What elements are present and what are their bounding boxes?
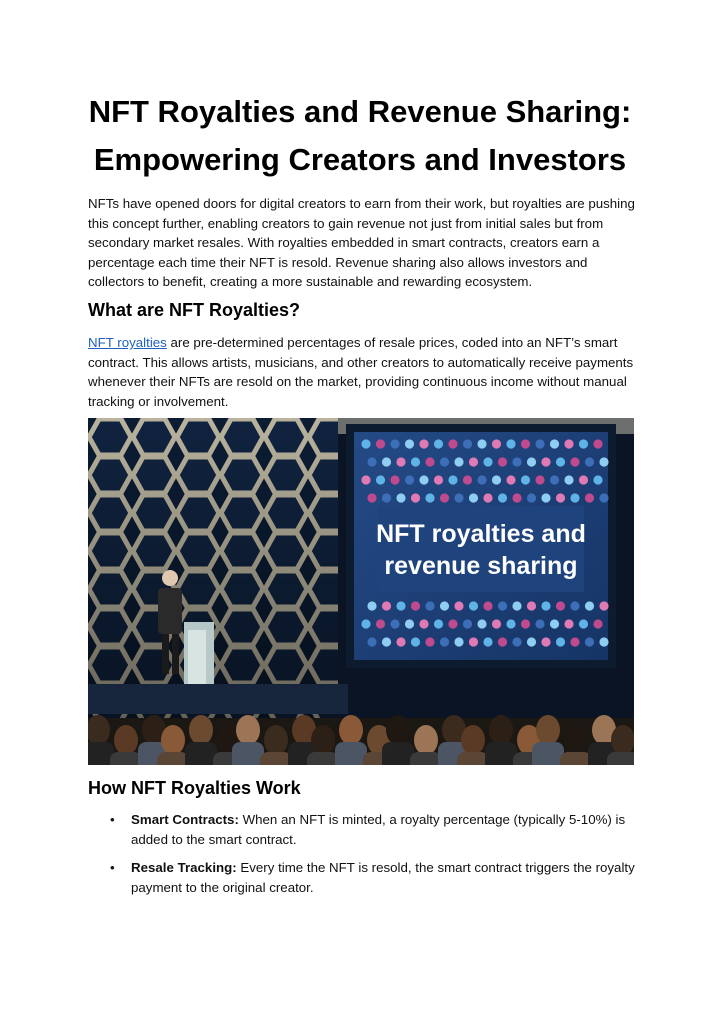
audience-shoulders: [532, 742, 564, 765]
screen-dot: [541, 493, 550, 502]
list-item-label: Resale Tracking:: [131, 860, 237, 876]
screen-dot: [376, 619, 385, 628]
screen-dot: [541, 637, 550, 646]
screen-dot: [535, 619, 544, 628]
screen-dot: [599, 457, 608, 466]
screen-dot: [405, 439, 414, 448]
screen-dot: [434, 475, 443, 484]
screen-dot: [550, 439, 559, 448]
audience-shoulders: [607, 752, 634, 765]
screen-dot: [570, 601, 579, 610]
screen-dot: [425, 601, 434, 610]
screen-dot: [376, 439, 385, 448]
screen-dot: [463, 619, 472, 628]
screen-dot: [361, 619, 370, 628]
screen-dot: [506, 475, 515, 484]
screen-dot: [396, 637, 405, 646]
screen-text-line1: NFT royalties and: [376, 520, 586, 548]
audience-head: [414, 725, 438, 755]
screen-dot: [579, 619, 588, 628]
screen-dot: [425, 457, 434, 466]
screen-dot: [585, 637, 594, 646]
audience-shoulders: [457, 752, 489, 765]
screen-dot: [390, 619, 399, 628]
audience-shoulders: [185, 742, 217, 765]
screen-dot: [448, 439, 457, 448]
screen-dot: [367, 637, 376, 646]
screen-dot: [521, 439, 530, 448]
audience-head: [536, 715, 560, 745]
screen-dot: [512, 457, 521, 466]
screen-dot: [483, 493, 492, 502]
screen-dot: [405, 619, 414, 628]
screen-dot: [550, 619, 559, 628]
audience-shoulders: [260, 752, 292, 765]
screen-dot: [527, 601, 536, 610]
screen-dot: [556, 493, 565, 502]
audience-head: [189, 715, 213, 745]
screen-dot: [469, 457, 478, 466]
screen-dot: [570, 457, 579, 466]
screen-dot: [367, 457, 376, 466]
screen-dot: [382, 493, 391, 502]
section-paragraph-what-are: [88, 333, 636, 411]
screen-dot: [411, 457, 420, 466]
conference-photo-illustration: [88, 418, 634, 765]
screen-dot: [585, 601, 594, 610]
screen-dot: [425, 493, 434, 502]
audience-head: [489, 715, 513, 745]
podium: [184, 622, 214, 688]
screen-dot: [506, 619, 515, 628]
audience-head: [236, 715, 260, 745]
screen-dot: [527, 457, 536, 466]
screen-dot: [477, 475, 486, 484]
screen-dot: [570, 637, 579, 646]
audience-shoulders: [560, 752, 592, 765]
section-heading-what-are: What are NFT Royalties?: [88, 300, 301, 320]
screen-dot: [498, 601, 507, 610]
audience-head: [611, 725, 634, 755]
screen-dot: [506, 439, 515, 448]
screen-dot: [367, 493, 376, 502]
screen-dot: [361, 439, 370, 448]
screen-dot: [419, 619, 428, 628]
list-item-label: Smart Contracts:: [131, 812, 239, 827]
screen-dot: [599, 601, 608, 610]
list-item-text: When an NFT is minted, a royalty percentage (typically 5-10%) is added to the smart contract.: [131, 812, 626, 847]
audience-shoulders: [110, 752, 142, 765]
screen-dot: [512, 493, 521, 502]
section-paragraph-text: are pre-determined percentages of resale prices, coded into an NFT’s smart contract. This allows artists, musicians, and other creators to automatically receive payments whenever their NFTs are resold on the market, providing continuous income without manual tracking or involvement.: [88, 335, 634, 409]
screen-dot: [556, 637, 565, 646]
list-item: [88, 810, 636, 849]
screen-dot: [498, 457, 507, 466]
screen-dot: [376, 475, 385, 484]
screen-dot: [492, 439, 501, 448]
screen-dot: [483, 601, 492, 610]
screen-dot: [434, 439, 443, 448]
screen-dot: [361, 475, 370, 484]
screen-dot: [527, 637, 536, 646]
screen-dot: [382, 637, 391, 646]
audience-shoulders: [335, 742, 367, 765]
screen-dot: [541, 601, 550, 610]
screen-dot: [440, 493, 449, 502]
audience-head: [564, 725, 588, 755]
screen-dot: [396, 493, 405, 502]
audience-head: [264, 725, 288, 755]
screen-dot: [463, 475, 472, 484]
screen-dot: [512, 601, 521, 610]
screen-dot: [492, 619, 501, 628]
screen-dot: [593, 619, 602, 628]
bullet-icon: •: [110, 860, 115, 876]
page-title: NFT Royalties and Revenue Sharing: Empowering Creators and Investors: [88, 94, 632, 177]
audience-shoulders: [485, 742, 517, 765]
screen-dot: [454, 493, 463, 502]
audience-head: [114, 725, 138, 755]
bullet-icon: •: [110, 812, 115, 827]
screen-dot: [556, 601, 565, 610]
screen-dot: [382, 457, 391, 466]
screen-text-line2: revenue sharing: [384, 552, 578, 580]
audience-shoulders: [410, 752, 442, 765]
screen-dot: [469, 637, 478, 646]
screen-dot: [492, 475, 501, 484]
audience-head: [161, 725, 185, 755]
screen-dot: [419, 439, 428, 448]
screen-dot: [527, 493, 536, 502]
screen-dot: [541, 457, 550, 466]
audience-shoulders: [232, 742, 264, 765]
screen-dot: [593, 475, 602, 484]
audience-head: [461, 725, 485, 755]
conference-photo: [88, 418, 634, 765]
screen-dot: [390, 475, 399, 484]
screen-dot: [550, 475, 559, 484]
screen-dot: [396, 457, 405, 466]
nft-royalties-link[interactable]: NFT royalties: [88, 335, 167, 350]
screen-dot: [411, 637, 420, 646]
audience-head: [311, 725, 335, 755]
screen-dot: [411, 601, 420, 610]
screen-dot: [599, 637, 608, 646]
how-it-works-list: [88, 810, 636, 906]
screen-dot: [498, 493, 507, 502]
screen-dot: [390, 439, 399, 448]
screen-dot: [434, 619, 443, 628]
screen-dot: [564, 475, 573, 484]
screen-dot: [367, 601, 376, 610]
screen-dot: [454, 457, 463, 466]
screen-dot: [477, 439, 486, 448]
audience-head: [386, 715, 410, 745]
screen-dot: [483, 637, 492, 646]
screen-dot: [521, 619, 530, 628]
audience-shoulders: [307, 752, 339, 765]
screen-dot: [425, 637, 434, 646]
list-item-text: Every time the NFT is resold, the smart contract triggers the royalty payment to the original creator.: [131, 860, 635, 895]
screen-dot: [440, 601, 449, 610]
screen-dot: [440, 637, 449, 646]
screen-dot: [448, 619, 457, 628]
screen-dot: [579, 439, 588, 448]
screen-dot: [521, 475, 530, 484]
screen-dot: [411, 493, 420, 502]
screen-dot: [469, 493, 478, 502]
screen-dot: [535, 439, 544, 448]
screen-dot: [535, 475, 544, 484]
screen-dot: [585, 457, 594, 466]
screen-dot: [463, 439, 472, 448]
screen-dot: [498, 637, 507, 646]
intro-paragraph: NFTs have opened doors for digital creators to earn from their work, but royalties are pushing this concept further, enabling creators to gain revenue not just from initial sales but from secondary market resales. With royalties embedded in smart contracts, creators earn a percentage each time their NFT is resold. Revenue sharing also allows investors and collectors to benefit, creating a more sustainable and rewarding ecosystem.: [88, 196, 635, 290]
screen-dot: [564, 439, 573, 448]
section-heading-how-it-works: How NFT Royalties Work: [88, 778, 301, 798]
screen-dot: [440, 457, 449, 466]
audience-head: [339, 715, 363, 745]
screen-dot: [405, 475, 414, 484]
screen-dot: [477, 619, 486, 628]
screen-dot: [483, 457, 492, 466]
audience-shoulders: [157, 752, 189, 765]
screen-dot: [579, 475, 588, 484]
screen-dot: [454, 601, 463, 610]
screen-dot: [564, 619, 573, 628]
screen-dot: [454, 637, 463, 646]
screen-dot: [570, 493, 579, 502]
screen-dot: [593, 439, 602, 448]
screen-dot: [599, 493, 608, 502]
screen-dot: [396, 601, 405, 610]
screen-dot: [556, 457, 565, 466]
screen-dot: [469, 601, 478, 610]
screen-dot: [382, 601, 391, 610]
list-item: [88, 858, 636, 897]
screen-dot: [419, 475, 428, 484]
screen-dot: [585, 493, 594, 502]
screen-dot: [448, 475, 457, 484]
audience-shoulders: [382, 742, 414, 765]
screen-dot: [512, 637, 521, 646]
